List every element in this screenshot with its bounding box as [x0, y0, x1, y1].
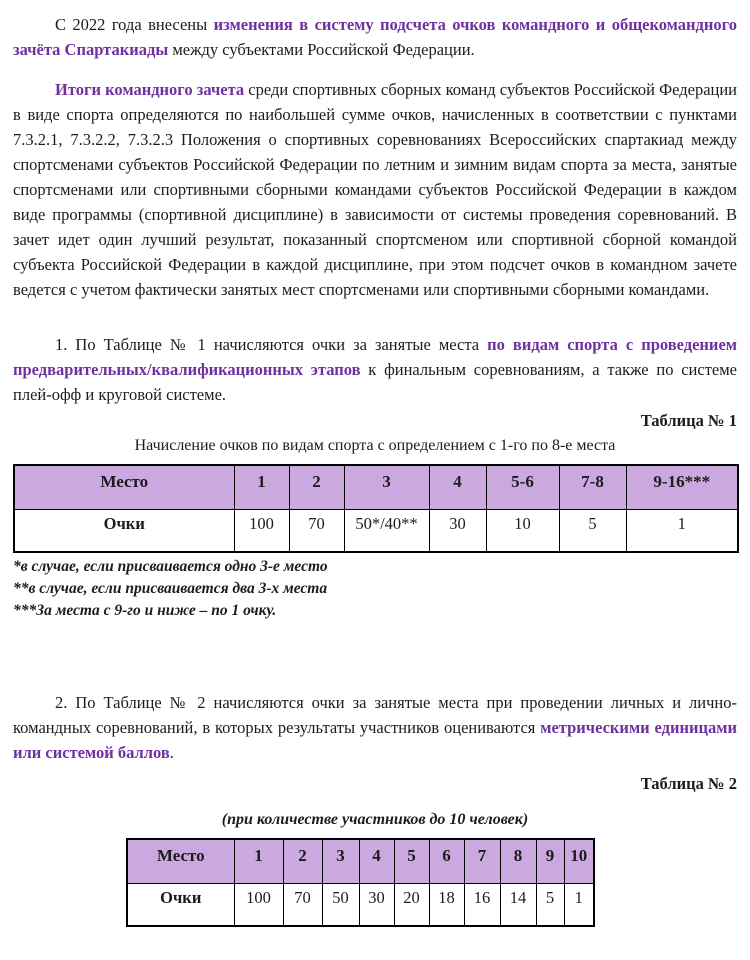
table-1-label: Таблица № 1	[640, 411, 737, 430]
table-2-value-cell: 20	[394, 884, 429, 927]
table-1-header-cell: 4	[429, 465, 486, 510]
table-1-value-cell: 5	[559, 510, 626, 553]
table-2-header-cell: Место	[127, 839, 234, 884]
table-2-header-cell: 6	[429, 839, 464, 884]
table-1-value-cell: 50*/40**	[344, 510, 429, 553]
table-2-header-cell: 1	[234, 839, 283, 884]
table-1-value-cell: 1	[626, 510, 738, 553]
table-2-value-cell: 14	[500, 884, 536, 927]
table-1-header-cell: 1	[234, 465, 289, 510]
table-2-value-cell: 18	[429, 884, 464, 927]
table-2-value-cell: 30	[359, 884, 394, 927]
main-accent-phrase: Итоги командного зачета	[55, 80, 245, 99]
intro-text-post: между субъектами Российской Федерации.	[168, 40, 475, 59]
table-1-header-cell: Место	[14, 465, 234, 510]
table-1-row-label: Очки	[14, 510, 234, 553]
item1-accent-phrase: по видам спорта с проведением предварительных/квалификационных этапов	[13, 335, 738, 379]
table-2-row-label: Очки	[127, 884, 234, 927]
table-2-value-cell: 16	[464, 884, 500, 927]
table-1-header-cell: 5-6	[486, 465, 559, 510]
table-1-value-cell: 100	[234, 510, 289, 553]
table-2-value-cell: 50	[322, 884, 359, 927]
paragraph-intro	[13, 12, 737, 62]
table-2-header-cell: 4	[359, 839, 394, 884]
item2-text-pre: 2. По Таблице № 2 начисляются очки за занятые места при проведении личных и лично-командных соревнований, в которых результаты участников оцениваются	[13, 693, 737, 737]
table-2-header-cell: 3	[322, 839, 359, 884]
table-1-header-row	[14, 465, 738, 510]
table-2	[126, 838, 595, 927]
intro-accent-phrase: изменения в систему подсчета очков командного и общекомандного зачёта Спартакиады	[13, 15, 737, 59]
paragraph-item-1	[13, 332, 737, 407]
table-1-header-cell: 3	[344, 465, 429, 510]
table-1-header-cell: 9-16***	[626, 465, 738, 510]
item2-accent-phrase: метрическими единицами или системой баллов	[13, 718, 737, 762]
table-2-value-cell: 100	[234, 884, 283, 927]
item1-text-post: к финальным соревнованиям, а также по системе плей-офф и круговой системе.	[13, 360, 737, 404]
footnote-1: *в случае, если присваивается одно 3-е место	[13, 558, 328, 575]
table-2-header-cell: 10	[564, 839, 594, 884]
table-1-header-cell: 2	[289, 465, 344, 510]
paragraph-main	[13, 77, 737, 302]
table-2-header-cell: 2	[283, 839, 322, 884]
footnote-2: **в случае, если присваивается два 3-х места	[13, 580, 328, 597]
table-2-value-cell: 1	[564, 884, 594, 927]
item1-text-pre: 1. По Таблице № 1 начисляются очки за занятые места	[55, 335, 488, 354]
table-2-header-cell: 5	[394, 839, 429, 884]
main-text: среди спортивных сборных команд субъектов Российской Федерации в виде спорта определяются по наибольшей сумме очков, начисленных в соответствии с пунктами 7.3.2.1, 7.3.2.2, 7.3.2.3 Положения о спортивных соревнованиях Всероссийских спартакиад между спортсменами субъектов Российской Федерации по летним и зимним видам спорта за места, занятые спортсменами или спортивными сборными командами субъектов Российской Федерации в каждом виде программы (спортивной дисциплине) в зависимости от системы проведения соревнований. В зачет идет один лучший результат, показанный спортсменом или спортивной сборной командой субъекта Российской Федерации в каждой дисциплине, при этом подсчет очков в командном зачете ведется с учетом фактически занятых мест спортсменами или спортивными сборными командами.	[13, 80, 738, 299]
table-1-data-row	[14, 510, 738, 553]
table-1-value-cell: 70	[289, 510, 344, 553]
table-2-header-cell: 8	[500, 839, 536, 884]
table-1-value-cell: 10	[486, 510, 559, 553]
table-2-data-row	[127, 884, 594, 927]
footnote-3: ***За места с 9-го и ниже – по 1 очку.	[13, 602, 277, 619]
paragraph-item-2	[13, 690, 737, 765]
table-2-caption: (при количестве участников до 10 человек)	[221, 811, 529, 828]
table-2-value-cell: 5	[536, 884, 564, 927]
table-1-caption: Начисление очков по видам спорта с определением с 1-го по 8-е места	[134, 437, 616, 454]
table-1-header-cell: 7-8	[559, 465, 626, 510]
table-1-footnotes	[13, 556, 737, 622]
table-1	[13, 464, 739, 553]
table-1-value-cell: 30	[429, 510, 486, 553]
table-2-header-row	[127, 839, 594, 884]
table-2-header-cell: 7	[464, 839, 500, 884]
table-2-value-cell: 70	[283, 884, 322, 927]
table-2-label: Таблица № 2	[640, 774, 737, 793]
intro-text-pre: С 2022 года внесены	[55, 15, 214, 34]
table-2-header-cell: 9	[536, 839, 564, 884]
item2-text-post: .	[169, 743, 174, 762]
